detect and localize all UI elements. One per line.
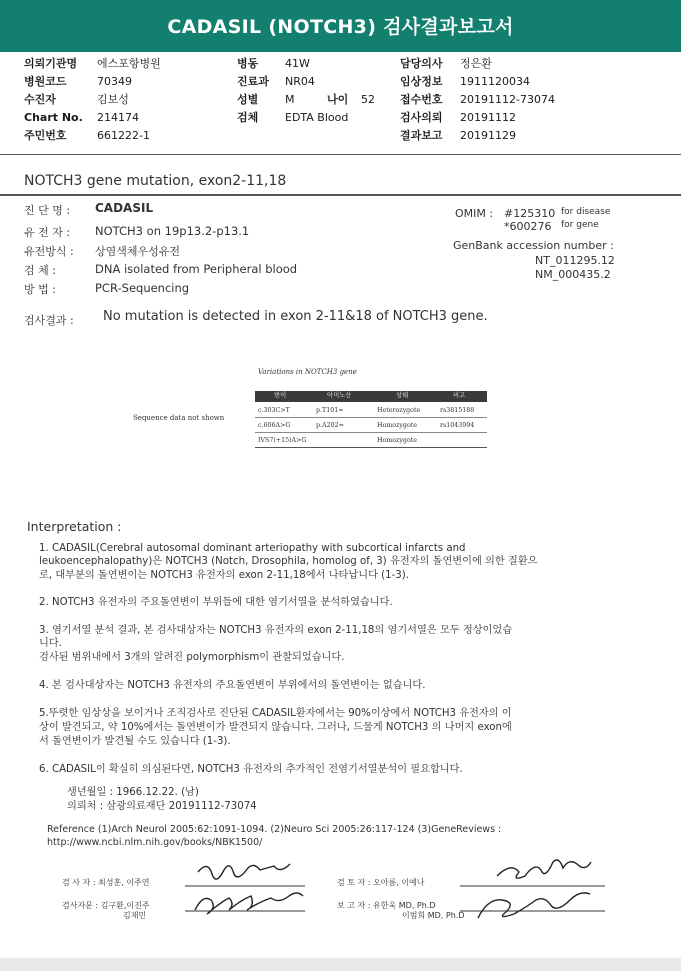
omim-gene-note: for gene: [561, 220, 599, 230]
sequence-note: Sequence data not shown: [133, 414, 225, 422]
field-value: PCR-Sequencing: [95, 281, 190, 295]
field-label: 검 체 :: [24, 264, 56, 277]
reviewer-name: 검 토 자 : 오아름, 이예나: [337, 878, 425, 887]
page-bottom-edge: [0, 958, 681, 971]
tester-signature: [198, 864, 290, 879]
info-value: 김보성: [97, 93, 129, 106]
interpretation-line: 4. 본 검사대상자는 NOTCH3 유전자의 주요돌연변이 부위에서의 돌연변이는 없습니다.: [39, 680, 426, 691]
info-label: 병원코드: [24, 75, 67, 88]
reporter-name: 보 고 자 : 유한욱 MD, Ph.D: [337, 901, 436, 910]
result-text: No mutation is detected in exon 2-11&18 of NOTCH3 gene.: [103, 309, 488, 324]
reporter-signature: [478, 893, 590, 918]
field-value: CADASIL: [95, 201, 154, 215]
info-value: EDTA Blood: [285, 111, 349, 124]
header-cell: 비고: [453, 392, 466, 399]
omim-disease-id: #125310: [504, 207, 556, 220]
table-cell: Homozygote: [377, 437, 417, 444]
info-label: 검체: [237, 111, 259, 124]
interpretation-line: 검사된 범위내에서 3개의 알려진 polymorphism이 관찰되었습니다.: [39, 652, 345, 663]
header-cell: 상태: [396, 392, 409, 399]
field-label: 방 법 :: [24, 283, 56, 296]
info-label: 수진자: [24, 93, 56, 106]
interpretation-line: 2. NOTCH3 유전자의 주요돌연변이 부위들에 대한 염기서열을 분석하였습니다.: [39, 597, 393, 608]
info-value: 20191112-73074: [460, 93, 555, 106]
info-label: 주민번호: [24, 129, 67, 142]
genbank-id: NM_000435.2: [535, 268, 611, 281]
info-label: Chart No.: [24, 111, 83, 124]
table-cell: c.606A>G: [258, 422, 291, 429]
interpretation-line: 5.뚜렷한 임상상을 보이거나 조직검사로 진단된 CADASIL환자에서는 90%이상에서 NOTCH3 유전자의 이: [39, 708, 512, 719]
header-cell: 아미노산: [327, 392, 352, 399]
interpretation-line: 6. CADASIL이 확실히 의심된다면, NOTCH3 유전자의 추가적인 전염기서열분석이 필요합니다.: [39, 764, 463, 775]
table-cell: rs1043994: [440, 422, 475, 429]
info-label: 병동: [237, 57, 259, 70]
info-label: 의뢰기관명: [24, 57, 78, 70]
info-value: 214174: [97, 111, 139, 124]
interpretation-line: 1. CADASIL(Cerebral autosomal dominant arteriopathy with subcortical infarcts and: [39, 543, 466, 554]
header-cell: 변이: [274, 392, 287, 399]
interpretation-line: 니다.: [39, 638, 62, 649]
table-cell: rs3815188: [440, 407, 475, 414]
info-value: NR04: [285, 75, 315, 88]
variations-title: Variations in NOTCH3 gene: [258, 368, 357, 376]
info-label: 나이: [327, 93, 349, 106]
genbank-id: NT_011295.12: [535, 254, 615, 267]
table-cell: p.T101=: [316, 407, 344, 414]
info-value: 20191112: [460, 111, 516, 124]
omim-gene-id: *600276: [504, 220, 552, 233]
table-cell: IVS7(+15)A>G: [258, 437, 307, 444]
field-label: 진 단 명 :: [24, 204, 71, 217]
table-cell: Heterozygote: [377, 407, 421, 414]
genbank-label: GenBank accession number :: [453, 239, 614, 252]
info-value: 70349: [97, 75, 132, 88]
info-label: 진료과: [237, 75, 269, 88]
field-label: 유전방식 :: [24, 245, 74, 258]
info-value: 정은환: [460, 57, 492, 70]
reporter-name: 이범희 MD, Ph.D: [402, 911, 465, 920]
omim-disease-note: for disease: [561, 207, 611, 217]
result-label: 검사결과 :: [24, 314, 74, 327]
interpretation-line: 로, 대부분의 돌연변이는 NOTCH3 유전자의 exon 2-11,18에서 나타납니다 (1-3).: [39, 570, 409, 581]
field-label: 유 전 자 :: [24, 226, 71, 239]
table-cell: c.303C>T: [258, 407, 290, 414]
report-heading: NOTCH3 gene mutation, exon2-11,18: [24, 173, 287, 189]
info-label: 접수번호: [400, 93, 443, 106]
info-value: 20191129: [460, 129, 516, 142]
info-value: 52: [361, 93, 375, 106]
info-value: 1911120034: [460, 75, 530, 88]
report-title: CADASIL (NOTCH3) 검사결과보고서: [0, 0, 681, 52]
field-value: DNA isolated from Peripheral blood: [95, 262, 298, 276]
reviewer-signature: [497, 860, 591, 878]
interpretation-line: leukoencephalopathy)은 NOTCH3 (Notch, Drosophila, homolog of, 3) 유전자의 돌연변이에 의한 질환으: [39, 556, 538, 567]
field-value: 상염색체우성유전: [95, 245, 181, 258]
interpretation-line: 3. 염기서열 분석 결과, 본 검사대상자는 NOTCH3 유전자의 exon 2-11,18의 염기서열은 모두 정상이었습: [39, 625, 513, 636]
consultant-name: 검사자문 : 김구환,이진주: [62, 901, 150, 910]
reference-link: http://www.ncbi.nlm.nih.gov/books/NBK1500/: [47, 837, 263, 848]
info-label: 검사의뢰: [400, 111, 443, 124]
info-value: 661222-1: [97, 129, 150, 142]
birth-date: 생년월일 : 1966.12.22. (남): [67, 787, 199, 798]
omim-label: OMIM :: [455, 207, 494, 220]
info-value: 에스포항병원: [97, 57, 161, 70]
requester: 의뢰처 : 삼광의료재단 20191112-73074: [67, 801, 257, 812]
info-label: 임상정보: [400, 75, 443, 88]
tester-name: 검 사 자 : 최성훈, 이주연: [62, 878, 150, 887]
table-cell: Homozygote: [377, 422, 417, 429]
interpretation-heading: Interpretation :: [27, 519, 122, 534]
interpretation-line: 상이 발견되고, 약 10%에서는 돌연변이가 발견되지 않습니다. 그러나, 드물게 NOTCH3 의 나머지 exon에: [39, 722, 512, 733]
info-label: 성별: [237, 93, 259, 106]
info-label: 담당의사: [400, 57, 443, 70]
consultant-name: 김재민: [123, 911, 147, 920]
interpretation-line: 서 돌연변이가 발견될 수도 있습니다 (1-3).: [39, 736, 231, 747]
table-cell: p.A202=: [316, 422, 344, 429]
info-value: M: [285, 93, 295, 106]
reference: Reference (1)Arch Neurol 2005:62:1091-1094. (2)Neuro Sci 2005:26:117-124 (3)GeneReviews :: [47, 824, 502, 835]
info-label: 결과보고: [400, 129, 443, 142]
info-value: 41W: [285, 57, 310, 70]
field-value: NOTCH3 on 19p13.2-p13.1: [95, 224, 250, 238]
